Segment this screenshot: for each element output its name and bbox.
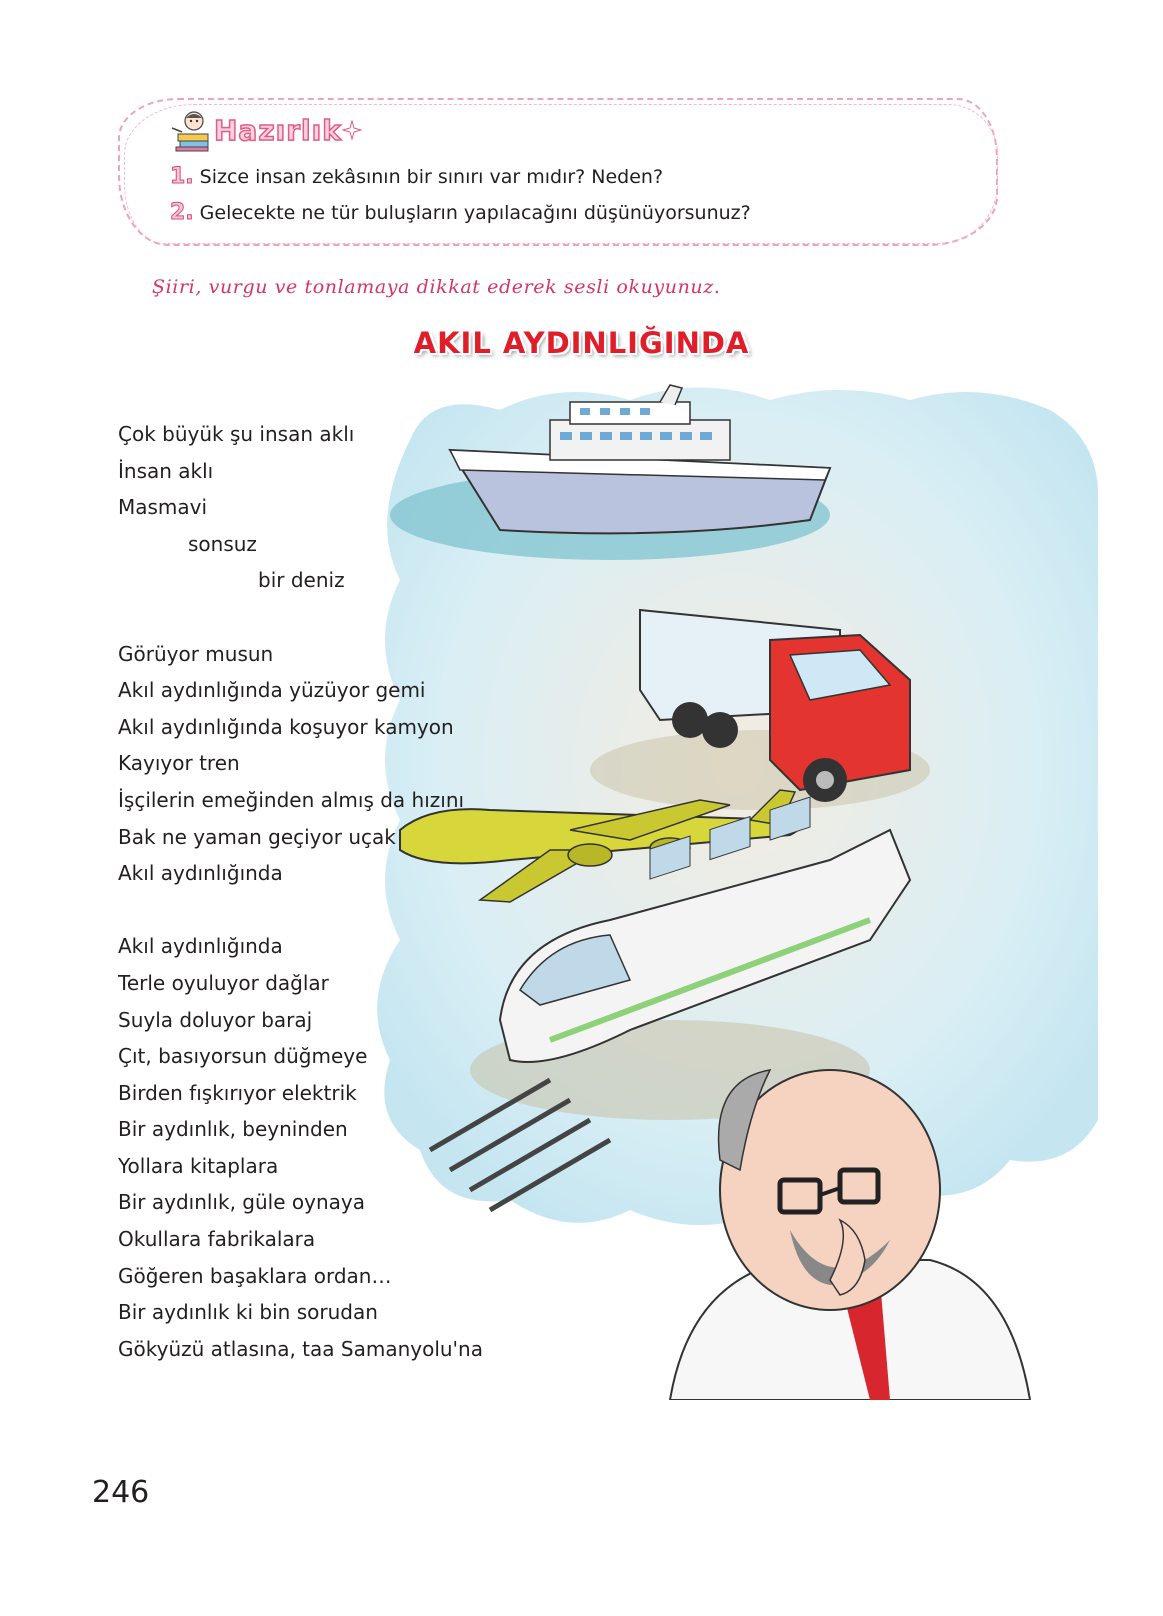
stanza-gap: [118, 599, 483, 636]
question-2-number: 2.: [170, 200, 194, 225]
poem-line: sonsuz: [188, 531, 257, 556]
poem-line: Bir aydınlık, beyninden: [118, 1117, 348, 1142]
reading-instruction: Şiiri, vurgu ve tonlamaya dikkat ederek sesli okuyunuz.: [152, 276, 721, 298]
poem-line: Bak ne yaman geçiyor uçak: [118, 824, 396, 849]
stanza-gap: [118, 892, 483, 929]
preparation-title: Hazırlık: [214, 113, 342, 147]
child-reading-icon: [170, 108, 214, 152]
sparkle-icon: [342, 120, 362, 140]
question-2-text: Gelecekte ne tür buluşların yapılacağını düşünüyorsunuz?: [199, 201, 751, 224]
poem-line: Terle oyuluyor dağlar: [118, 970, 329, 995]
poem-line: Göğeren başaklara ordan…: [118, 1263, 392, 1288]
poem-line: Görüyor musun: [118, 641, 274, 666]
poem-line: Akıl aydınlığında: [118, 934, 283, 959]
poem-line: İnsan aklı: [118, 458, 214, 483]
poem-line: Akıl aydınlığında: [118, 861, 283, 886]
poem-line: bir deniz: [258, 568, 345, 593]
poem-line: Masmavi: [118, 495, 208, 520]
poem-line: Okullara fabrikalara: [118, 1227, 316, 1252]
preparation-header: [170, 108, 362, 152]
poem-line: Çok büyük şu insan aklı: [118, 422, 355, 446]
poem-line: Akıl aydınlığında koşuyor kamyon: [118, 714, 454, 739]
poem-line: Çıt, basıyorsun düğmeye: [118, 1044, 368, 1069]
poem-line: Gökyüzü atlasına, taa Samanyolu'na: [118, 1336, 483, 1361]
question-1-number: 1.: [170, 164, 194, 189]
page-number: 246: [92, 1475, 150, 1510]
poem-line: Yollara kitaplara: [118, 1153, 279, 1178]
poem-body: [118, 416, 483, 1367]
poem-line: Bir aydınlık, güle oynaya: [118, 1190, 365, 1215]
poem-line: Bir aydınlık ki bin sorudan: [118, 1300, 378, 1325]
poem-line: Akıl aydınlığında yüzüyor gemi: [118, 678, 426, 703]
question-1: [170, 164, 663, 189]
poem-line: Kayıyor tren: [118, 751, 240, 776]
poem-line: Birden fışkırıyor elektrik: [118, 1080, 357, 1105]
question-1-text: Sizce insan zekâsının bir sınırı var mıdır? Neden?: [199, 165, 664, 188]
poem-line: Suyla doluyor baraj: [118, 1007, 313, 1032]
question-2: [170, 200, 751, 225]
poem-title: AKIL AYDINLIĞINDA: [413, 326, 750, 360]
poem-line: İşçilerin emeğinden almış da hızını: [118, 787, 465, 812]
